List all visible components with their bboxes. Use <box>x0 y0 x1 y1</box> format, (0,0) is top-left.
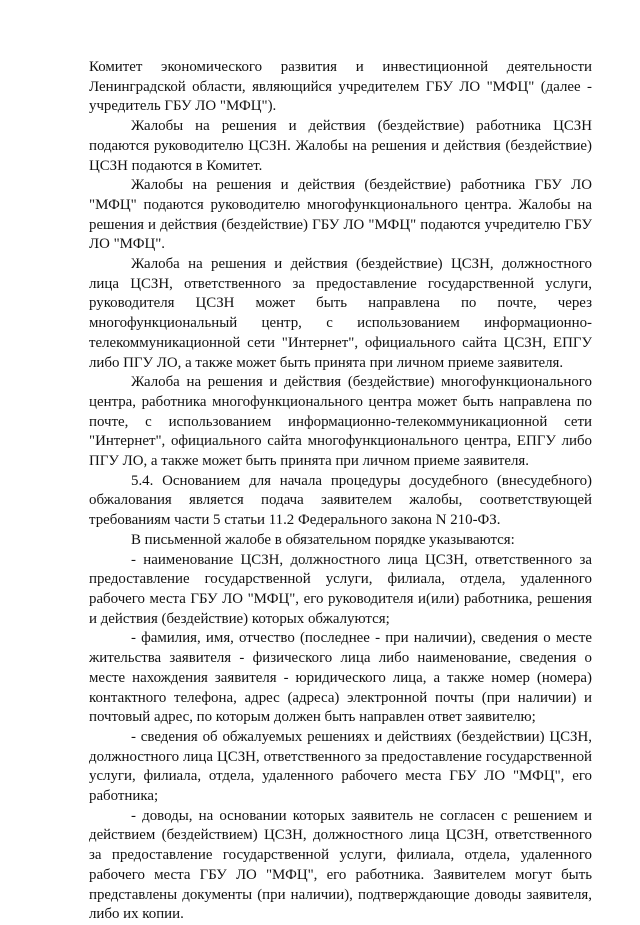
paragraph-8: - наименование ЦСЗН, должностного лица ЦСЗН, ответственного за предоставление государственной услуги, филиала, отдела, удаленного рабочего места ГБУ ЛО "МФЦ", его руководителя и(или) работника, решения и действия (бездействие) которых обжалуются; <box>89 551 592 627</box>
paragraph-4: Жалоба на решения и действия (бездействие) ЦСЗН, должностного лица ЦСЗН, ответственного за предоставление государственной услуги, руководителя ЦСЗН может быть направлена по почте, через многофункциональный центр, с использованием информационно-телекоммуникационной сети "Интернет", официального сайта ЦСЗН, ЕПГУ либо ПГУ ЛО, а также может быть принята при личном приеме заявителя. <box>89 256 592 371</box>
paragraph-7: В письменной жалобе в обязательном порядке указываются: <box>131 531 515 548</box>
paragraph-6: 5.4. Основанием для начала процедуры досудебного (внесудебного) обжалования является подача заявителем жалобы, соответствующей требованиям части 5 статьи 11.2 Федерального закона N 210-ФЗ. <box>89 472 592 529</box>
paragraph-2: Жалобы на решения и действия (бездействие) работника ЦСЗН подаются руководителю ЦСЗН. Жалобы на решения и действия (бездействие) ЦСЗН подаются в Комитет. <box>89 118 592 174</box>
paragraph-3: Жалобы на решения и действия (бездействие) работника ГБУ ЛО "МФЦ" подаются руководителю многофункционального центра. Жалобы на решения и действия (бездействие) ГБУ ЛО "МФЦ" подаются учредителю ГБУ ЛО "МФЦ". <box>89 177 592 253</box>
paragraph-1: Комитет экономического развития и инвестиционной деятельности Ленинградской области, являющийся учредителем ГБУ ЛО "МФЦ" (далее - учредитель ГБУ ЛО "МФЦ"). <box>89 59 592 115</box>
paragraph-5: Жалоба на решения и действия (бездействие) многофункционального центра, работника многофункционального центра может быть направлена по почте, с использованием информационно-телекоммуникационной сети "Интернет", официального сайта многофункционального центра, ЕПГУ либо ПГУ ЛО, а также может быть принята при личном приеме заявителя. <box>89 374 592 470</box>
paragraph-10: - сведения об обжалуемых решениях и действиях (бездействии) ЦСЗН, должностного лица ЦСЗН, ответственного за предоставление государственной услуги, филиала, отдела, удаленного рабочего места ГБУ ЛО "МФЦ", его работника; <box>89 728 592 805</box>
paragraph-9: - фамилия, имя, отчество (последнее - при наличии), сведения о месте жительства заявителя - физического лица либо наименование, сведения о месте нахождения заявителя - юридического лица, а также номер (номера) контактного телефона, адрес (адреса) электронной почты (при наличии) и почтовый адрес, по которым должен быть направлен ответ заявителю; <box>89 630 592 726</box>
paragraph-11: - доводы, на основании которых заявитель не согласен с решением и действием (бездействием) ЦСЗН, должностного лица ЦСЗН, ответственного за предоставление государственной услуги, филиала, отдела, удаленного рабочего места ГБУ ЛО "МФЦ", его работника. Заявителем могут быть представлены документы (при наличии), подтверждающие доводы заявителя, либо их копии. <box>89 807 592 923</box>
document-page <box>89 58 592 925</box>
